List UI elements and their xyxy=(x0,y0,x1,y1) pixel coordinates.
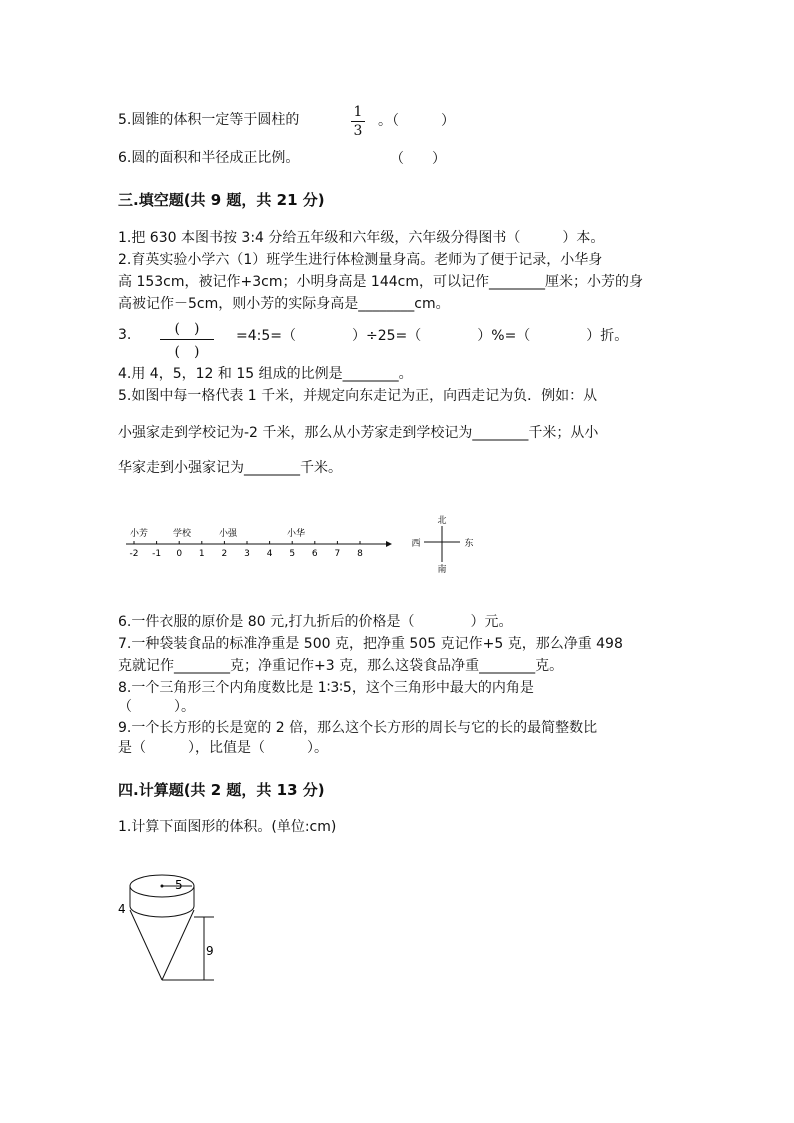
tick-label: 4 xyxy=(266,549,273,559)
question-3-6: 6.一件衣服的原价是 80 元,打九折后的价格是（ ）元。 xyxy=(118,614,513,630)
cone-right-edge xyxy=(162,910,194,980)
compass-west: 西 xyxy=(411,539,421,549)
tick-label: 0 xyxy=(176,549,183,559)
question-3-5-line1: 5.如图中每一格代表 1 千米，并规定向东走记为正，向西走记为负．例如：从 xyxy=(118,388,598,404)
question-3-3-number: 3. xyxy=(118,327,132,343)
fraction-bar xyxy=(160,339,214,340)
question-3-2-line3: 高被记作－5cm，则小芳的实际身高是________cm。 xyxy=(118,296,450,312)
question-3-7-line2: 克就记作________克；净重记作+3 克，那么这袋食品净重________克。 xyxy=(118,658,564,674)
label-xiaohua: 小华 xyxy=(286,529,306,539)
tick-label: 7 xyxy=(334,549,341,559)
tick-label: 1 xyxy=(198,549,205,559)
question-text: 6.圆的面积和半径成正比例。 xyxy=(118,150,300,166)
question-3-9-line1: 9.一个长方形的长是宽的 2 倍，那么这个长方形的周长与它的长的最简整数比 xyxy=(118,720,598,736)
radius-label: 5 xyxy=(175,878,183,892)
question-3-1: 1.把 630 本图书按 3:4 分给五年级和六年级，六年级分得图书（ ）本。 xyxy=(118,230,605,246)
label-xiaoqiang: 小强 xyxy=(218,529,238,539)
question-3-5-line3: 华家走到小强家记为________千米。 xyxy=(118,460,342,476)
cone-height-label: 9 xyxy=(206,944,214,958)
question-4-1: 1.计算下面图形的体积。(单位:cm) xyxy=(118,819,337,835)
answer-paren: （ ） xyxy=(390,151,446,167)
fraction-one-third xyxy=(351,104,365,139)
cylinder-height-label: 4 xyxy=(118,902,126,916)
fraction-blank xyxy=(160,318,214,361)
label-school: 学校 xyxy=(172,529,192,539)
question-text: 5.圆锥的体积一定等于圆柱的 xyxy=(118,112,300,128)
tick-label: -2 xyxy=(129,549,139,559)
tick-label: 5 xyxy=(289,549,296,559)
tick-label: 2 xyxy=(221,549,228,559)
tick-label: 8 xyxy=(357,549,363,559)
question-2-6 xyxy=(118,148,299,168)
compass-north: 北 xyxy=(437,516,447,526)
fraction-numerator: ( ) xyxy=(174,321,200,337)
cone-left-edge xyxy=(130,910,162,980)
compass-east: 东 xyxy=(464,539,474,549)
cylinder-cone-figure xyxy=(110,862,220,987)
section-heading: 三.填空题(共 9 题，共 21 分) xyxy=(118,191,325,209)
fraction-denominator: ( ) xyxy=(174,344,200,360)
question-3-4: 4.用 4，5，12 和 15 组成的比例是________。 xyxy=(118,366,413,382)
question-3-2-line2: 高 153cm，被记作+3cm；小明身高是 144cm，可以记作________厘米；小芳的身 xyxy=(118,274,643,290)
question-3-3-rest: =4:5=（ ）÷25=（ ）%=（ ）折。 xyxy=(236,328,629,344)
question-3-7-line1: 7.一种袋装食品的标准净重是 500 克，把净重 505 克记作+5 克，那么净重 498 xyxy=(118,636,623,652)
fraction-denominator: 3 xyxy=(353,123,363,139)
fraction-bar xyxy=(351,121,365,122)
section-heading: 四.计算题(共 2 题，共 13 分) xyxy=(118,781,325,799)
number-line-arrow xyxy=(386,541,392,547)
tick-label: -1 xyxy=(152,549,162,559)
compass-south: 南 xyxy=(437,565,447,575)
question-3-8-line1: 8.一个三角形三个内角度数比是 1∶3∶5，这个三角形中最大的内角是 xyxy=(118,680,534,696)
tick-label: 6 xyxy=(311,549,318,559)
question-2-5 xyxy=(118,110,299,130)
question-3-2-line1: 2.育英实验小学六（1）班学生进行体检测量身高。老师为了便于记录，小华身 xyxy=(118,252,603,268)
cylinder-bottom xyxy=(130,906,194,917)
number-line-figure xyxy=(120,510,500,578)
question-3-5-line2: 小强家走到学校记为-2 千米，那么从小芳家走到学校记为________千米；从小 xyxy=(118,425,599,441)
question-3-8-line2: （ ）。 xyxy=(118,699,195,715)
answer-paren: 。（ ） xyxy=(378,113,455,129)
fraction-numerator: 1 xyxy=(353,104,363,120)
label-xiaofang: 小芳 xyxy=(130,529,149,539)
question-3-9-line2: 是（ ），比值是（ ）。 xyxy=(118,740,328,756)
tick-label: 3 xyxy=(244,549,250,559)
